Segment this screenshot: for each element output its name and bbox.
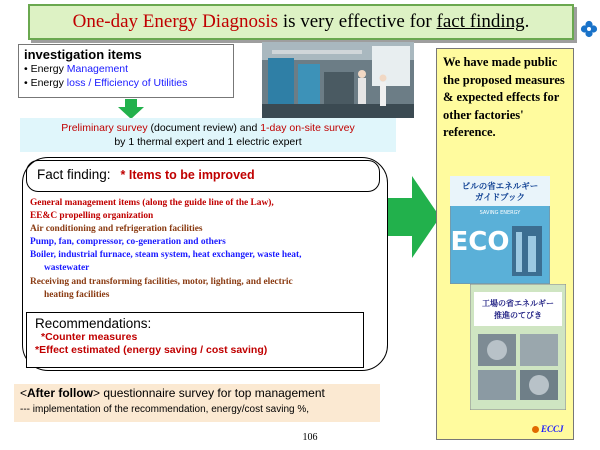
- eccj-logo: [532, 424, 574, 438]
- survey-line1: [20, 121, 396, 135]
- fact-item: General management items (along the guide line of the Law),: [30, 198, 274, 208]
- brochure1-title2: ガイドブック: [475, 193, 525, 203]
- inv-item1-highlight: Management: [66, 63, 129, 75]
- title-highlight: One-day Energy Diagnosis: [72, 11, 279, 32]
- title-middle: is very effective for: [278, 11, 437, 32]
- fact-finding-list: [30, 197, 380, 302]
- title-underlined: fact finding: [436, 11, 525, 32]
- fact-item: wastewater: [44, 263, 90, 274]
- survey-preliminary: Preliminary survey: [61, 122, 148, 134]
- survey-doc-review: (document review) and: [147, 122, 261, 134]
- title-end: .: [524, 11, 530, 32]
- after-follow-sub: --- implementation of the recommendation, energy/cost saving %,: [20, 404, 310, 415]
- fact-item: Receiving and transforming facilities, motor, lighting, and electric: [30, 276, 293, 287]
- after-follow-line1: <After follow> questionnaire survey for top management: [20, 386, 325, 400]
- investigation-item-energy-management: [24, 62, 228, 76]
- brochure1-sub: SAVING ENERGY: [479, 210, 521, 216]
- eccj-dot-icon: [532, 426, 539, 433]
- fact-finding-header: [26, 160, 380, 192]
- brochure2-title: 工場の省エネルギー: [482, 299, 554, 308]
- recommendations-title: Recommendations:: [35, 316, 152, 331]
- brochure1-eco: ECO: [450, 227, 510, 257]
- eccj-logo-text: ECCJ: [541, 424, 564, 434]
- after-follow-text: questionnaire survey for top management: [100, 386, 325, 400]
- fact-item: Pump, fan, compressor, co-generation and others: [30, 237, 226, 248]
- factory-photo: [262, 42, 414, 118]
- after-follow-box: [14, 384, 380, 422]
- fact-item: Boiler, industrial furnace, steam system, heat exchanger, waste heat,: [30, 250, 302, 261]
- inv-item2-highlight: loss / Efficiency of Utilities: [66, 77, 188, 89]
- investigation-title: investigation items: [24, 47, 142, 62]
- flower-logo-icon: [580, 20, 598, 38]
- page-number: 106: [302, 432, 318, 443]
- recommendations-box: [26, 312, 364, 368]
- inv-item2-prefix: • Energy: [24, 77, 67, 89]
- slide-title: [28, 4, 574, 40]
- brochure1-title: ビルの省エネルギー: [461, 182, 539, 192]
- investigation-items-box: [18, 44, 234, 98]
- down-arrow-icon: [118, 99, 144, 119]
- fact-item: Air conditioning and refrigeration facilities: [30, 224, 203, 235]
- after-follow-label: After follow: [27, 386, 94, 400]
- survey-onsite: 1-day on-site survey: [260, 122, 355, 134]
- survey-line2: by 1 thermal expert and 1 electric expert: [114, 136, 302, 148]
- brochure2-title2: 推進のてびき: [494, 311, 542, 320]
- right-arrow-icon: [388, 176, 440, 258]
- recommendation-item: *Counter measures: [41, 331, 138, 343]
- recommendation-item: *Effect estimated (energy saving / cost saving): [35, 344, 268, 356]
- inv-item1-prefix: • Energy: [24, 63, 67, 75]
- fact-finding-label: Fact finding:: [37, 167, 111, 182]
- factory-guide-cover: [470, 284, 566, 410]
- fact-item: heating facilities: [44, 289, 110, 300]
- eco-guidebook-cover: [450, 176, 550, 284]
- fact-item: EE&C propelling organization: [30, 211, 154, 222]
- publication-text: We have made public the proposed measures & expected effects for other factories' reference.: [443, 55, 565, 139]
- survey-box: [20, 118, 396, 152]
- investigation-item-energy-loss: [24, 76, 228, 90]
- fact-finding-note: * Items to be improved: [120, 168, 255, 182]
